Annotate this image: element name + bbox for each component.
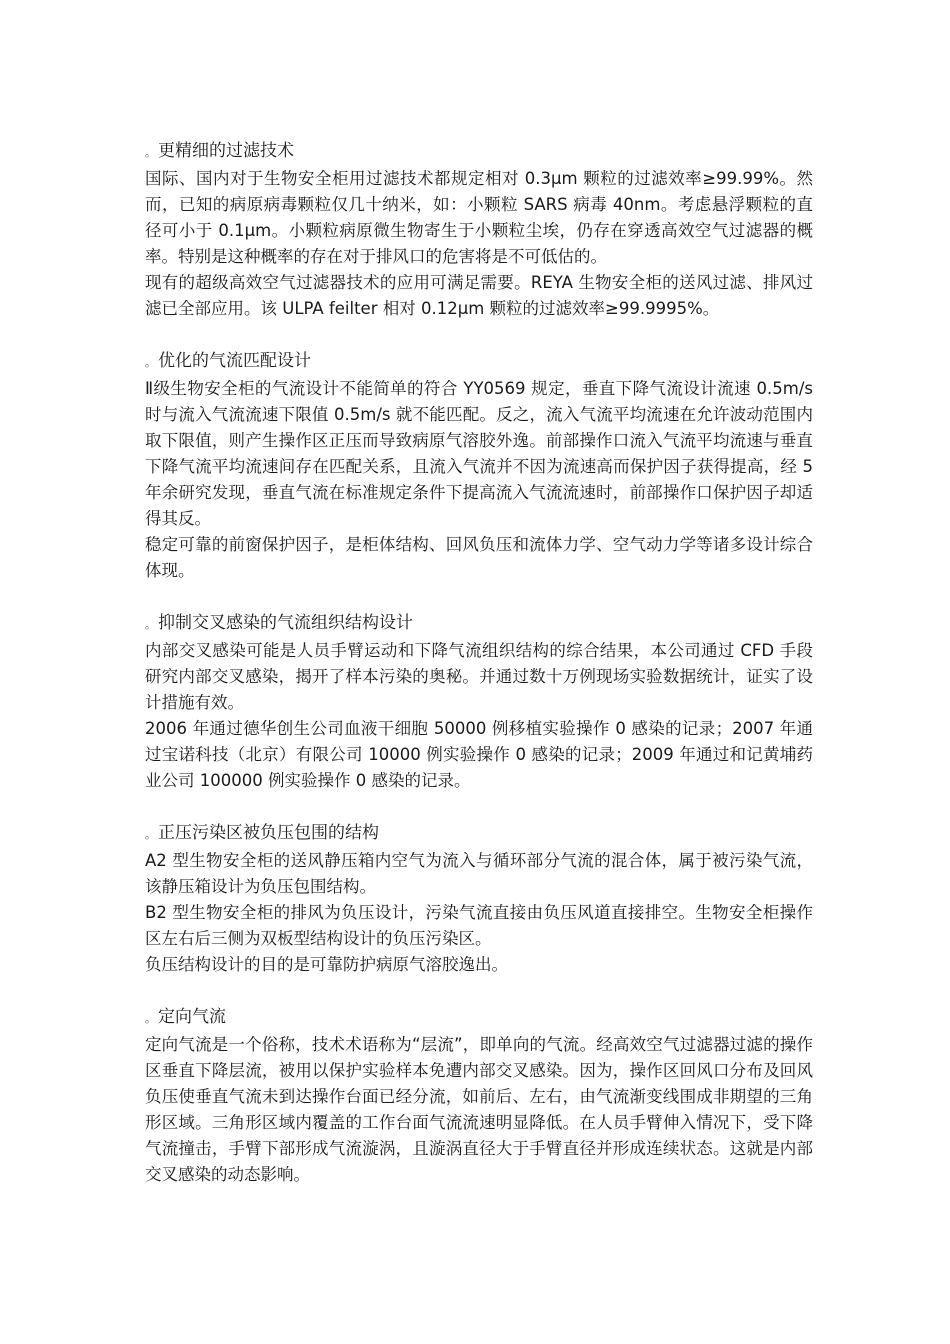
bullet-mark: 。 — [145, 828, 156, 841]
heading-text: 优化的气流匹配设计 — [158, 351, 311, 371]
heading-text: 定向气流 — [158, 1007, 226, 1027]
section-negative-pressure — [145, 820, 813, 978]
heading-text: 抑制交叉感染的气流组织结构设计 — [158, 613, 413, 633]
paragraph: 稳定可靠的前窗保护因子，是柜体结构、回风负压和流体力学、空气动力学等诸多设计综合体现。 — [145, 535, 813, 580]
paragraph: 定向气流是一个俗称，技术术语称为“层流”，即单向的气流。经高效空气过滤器过滤的操作区垂直下降层流，被用以保护实验样本免遭内部交叉感染。因为，操作区回风口分布及回风负压使垂直气流未到达操作台面已经分流，如前后、左右，由气流渐变线围成非期望的三角形区域。三角形区域内覆盖的工作台面气流流速明显降低。在人员手臂伸入情况下，受下降气流撞击，手臂下部形成气流漩涡，且漩涡直径大于手臂直径并形成连续状态。这就是内部交叉感染的动态影响。 — [145, 1035, 813, 1184]
paragraph: B2 型生物安全柜的排风为负压设计，污染气流直接由负压风道直接排空。生物安全柜操作区左右后三侧为双板型结构设计的负压污染区。 — [145, 903, 813, 948]
paragraph: 负压结构设计的目的是可靠防护病原气溶胶逸出。 — [145, 955, 508, 974]
section-heading — [145, 1004, 813, 1032]
document-page — [145, 138, 813, 1214]
paragraph: 2006 年通过德华创生公司血液干细胞 50000 例移植实验操作 0 感染的记录；2007 年通过宝诺科技（北京）有限公司 10000 例实验操作 0 感染的记录；2009 年通过和记黄埔药业公司 100000 例实验操作 0 感染的记录。 — [145, 719, 813, 790]
section-cross-infection — [145, 610, 813, 794]
paragraph: 内部交叉感染可能是人员手臂运动和下降气流组织结构的综合结果，本公司通过 CFD 手段研究内部交叉感染，揭开了样本污染的奥秘。并通过数十万例现场实验数据统计，证实了设计措施有效。 — [145, 641, 813, 712]
bullet-mark: 。 — [145, 146, 156, 159]
paragraph: 现有的超级高效空气过滤器技术的应用可满足需要。REYA 生物安全柜的送风过滤、排风过滤已全部应用。该 ULPA feilter 相对 0.12μm 颗粒的过滤效率≥99.9995%。 — [145, 273, 813, 318]
bullet-mark: 。 — [145, 1012, 156, 1025]
section-airflow-matching — [145, 348, 813, 584]
bullet-mark: 。 — [145, 356, 156, 369]
section-heading — [145, 820, 813, 848]
section-heading — [145, 138, 813, 166]
section-directional-airflow — [145, 1004, 813, 1188]
section-filtration — [145, 138, 813, 322]
section-heading — [145, 610, 813, 638]
heading-text: 正压污染区被负压包围的结构 — [158, 823, 379, 843]
paragraph: A2 型生物安全柜的送风静压箱内空气为流入与循环部分气流的混合体，属于被污染气流，该静压箱设计为负压包围结构。 — [145, 851, 813, 896]
heading-text: 更精细的过滤技术 — [158, 141, 294, 161]
bullet-mark: 。 — [145, 618, 156, 631]
paragraph: 国际、国内对于生物安全柜用过滤技术都规定相对 0.3μm 颗粒的过滤效率≥99.99%。然而，已知的病原病毒颗粒仅几十纳米，如：小颗粒 SARS 病毒 40nm。考虑悬浮颗粒的直径可小于 0.1μm。小颗粒病原微生物寄生于小颗粒尘埃，仍存在穿透高效空气过滤器的概率。特别是这种概率的存在对于排风口的危害将是不可低估的。 — [145, 169, 813, 266]
paragraph: Ⅱ级生物安全柜的气流设计不能简单的符合 YY0569 规定，垂直下降气流设计流速 0.5m/s 时与流入气流流速下限值 0.5m/s 就不能匹配。反之，流入气流平均流速在允许波动范围内取下限值，则产生操作区正压而导致病原气溶胶外逸。前部操作口流入气流平均流速与垂直下降气流平均流速间存在匹配关系，且流入气流并不因为流速高而保护因子获得提高，经 5 年余研究发现，垂直气流在标准规定条件下提高流入气流流速时，前部操作口保护因子却适得其反。 — [145, 379, 813, 528]
section-heading — [145, 348, 813, 376]
